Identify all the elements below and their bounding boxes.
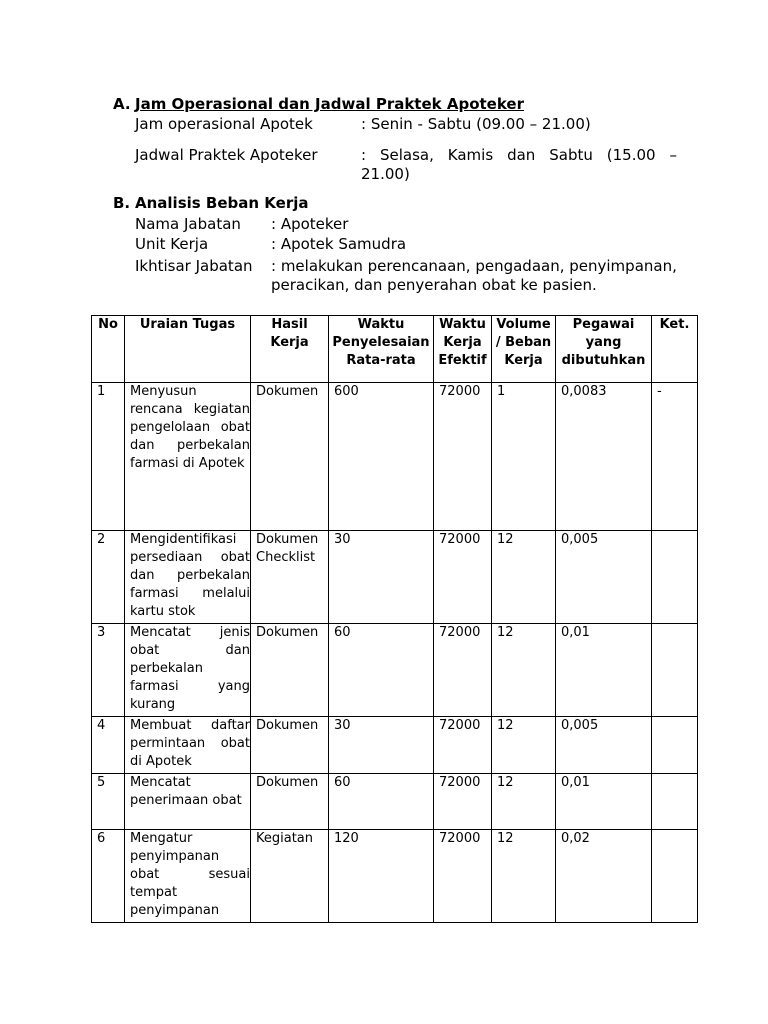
- practice-schedule-value-line1: : Selasa, Kamis dan Sabtu (15.00 –: [361, 146, 677, 164]
- cell-effective-time: 72000: [434, 531, 492, 624]
- cell-no: 1: [92, 383, 125, 531]
- cell-task: Menyusun rencana kegiatan pengelolaan obat dan perbekalan farmasi di Apotek: [125, 383, 251, 531]
- cell-no: 6: [92, 830, 125, 923]
- cell-task: Mengatur penyimpanan obat sesuai tempat penyimpanan: [125, 830, 251, 923]
- practice-schedule-value-line2: 21.00): [361, 165, 410, 183]
- work-unit-label: Unit Kerja: [135, 235, 209, 253]
- table-row: [92, 383, 698, 531]
- practice-schedule-label: Jadwal Praktek Apoteker: [135, 146, 318, 164]
- cell-effective-time: 72000: [434, 624, 492, 717]
- section-a-letter: A.: [113, 95, 131, 113]
- cell-effective-time: 72000: [434, 830, 492, 923]
- table-row: [92, 774, 698, 830]
- header-staff-needed: Pegawai yang dibutuhkan: [556, 316, 652, 383]
- section-b-letter: B.: [113, 194, 131, 212]
- section-a-heading: [113, 95, 524, 113]
- cell-no: 4: [92, 717, 125, 774]
- header-volume: Volume / Beban Kerja: [492, 316, 556, 383]
- table-row: [92, 624, 698, 717]
- cell-task: Mencatat penerimaan obat: [125, 774, 251, 830]
- cell-result: Dokumen: [251, 624, 329, 717]
- cell-task: Membuat daftar permintaan obat di Apotek: [125, 717, 251, 774]
- cell-result: Kegiatan: [251, 830, 329, 923]
- job-name-label: Nama Jabatan: [135, 215, 241, 233]
- cell-volume: 12: [492, 624, 556, 717]
- table-row: [92, 531, 698, 624]
- job-summary-value-line1: : melakukan perencanaan, pengadaan, penyimpanan,: [271, 257, 677, 275]
- cell-completion-time: 60: [329, 624, 434, 717]
- cell-no: 5: [92, 774, 125, 830]
- cell-volume: 12: [492, 830, 556, 923]
- cell-staff-needed: 0,005: [556, 531, 652, 624]
- header-task: Uraian Tugas: [125, 316, 251, 383]
- cell-staff-needed: 0,0083: [556, 383, 652, 531]
- cell-staff-needed: 0,005: [556, 717, 652, 774]
- cell-result: Dokumen: [251, 383, 329, 531]
- workload-table: [91, 315, 698, 923]
- cell-task: Mencatat jenis obat dan perbekalan farmasi yang kurang: [125, 624, 251, 717]
- cell-volume: 12: [492, 531, 556, 624]
- cell-effective-time: 72000: [434, 383, 492, 531]
- work-unit-value: : Apotek Samudra: [271, 235, 407, 253]
- header-note: Ket.: [652, 316, 698, 383]
- cell-completion-time: 120: [329, 830, 434, 923]
- cell-completion-time: 60: [329, 774, 434, 830]
- cell-staff-needed: 0,02: [556, 830, 652, 923]
- work-unit-row: [135, 234, 695, 254]
- cell-completion-time: 30: [329, 717, 434, 774]
- cell-staff-needed: 0,01: [556, 774, 652, 830]
- table-row: [92, 717, 698, 774]
- job-summary-row: [135, 256, 695, 296]
- cell-note: [652, 830, 698, 923]
- header-effective-time: Waktu Kerja Efektif: [434, 316, 492, 383]
- cell-no: 2: [92, 531, 125, 624]
- cell-result: Dokumen Checklist: [251, 531, 329, 624]
- cell-task: Mengidentifikasi persediaan obat dan perbekalan farmasi melalui kartu stok: [125, 531, 251, 624]
- section-a-title: Jam Operasional dan Jadwal Praktek Apoteker: [135, 95, 524, 113]
- cell-effective-time: 72000: [434, 774, 492, 830]
- operating-hours-row: [135, 114, 695, 134]
- cell-completion-time: 30: [329, 531, 434, 624]
- cell-result: Dokumen: [251, 774, 329, 830]
- job-summary-label: Ikhtisar Jabatan: [135, 257, 253, 275]
- cell-note: [652, 717, 698, 774]
- table-row: [92, 830, 698, 923]
- cell-staff-needed: 0,01: [556, 624, 652, 717]
- header-no: No: [92, 316, 125, 383]
- cell-note: [652, 774, 698, 830]
- cell-result: Dokumen: [251, 717, 329, 774]
- cell-note: -: [652, 383, 698, 531]
- job-name-value: : Apoteker: [271, 215, 349, 233]
- cell-volume: 1: [492, 383, 556, 531]
- operating-hours-label: Jam operasional Apotek: [135, 115, 313, 133]
- cell-note: [652, 624, 698, 717]
- job-summary-value-line2: peracikan, dan penyerahan obat ke pasien.: [271, 276, 597, 294]
- table-header-row: [92, 316, 698, 383]
- job-name-row: [135, 214, 695, 234]
- section-b-heading: [113, 194, 308, 212]
- cell-no: 3: [92, 624, 125, 717]
- cell-effective-time: 72000: [434, 717, 492, 774]
- header-result: Hasil Kerja: [251, 316, 329, 383]
- header-completion-time: Waktu Penyelesaian Rata-rata: [329, 316, 434, 383]
- cell-volume: 12: [492, 717, 556, 774]
- cell-volume: 12: [492, 774, 556, 830]
- section-b-title: Analisis Beban Kerja: [135, 194, 309, 212]
- cell-completion-time: 600: [329, 383, 434, 531]
- cell-note: [652, 531, 698, 624]
- operating-hours-value: : Senin - Sabtu (09.00 – 21.00): [361, 115, 591, 133]
